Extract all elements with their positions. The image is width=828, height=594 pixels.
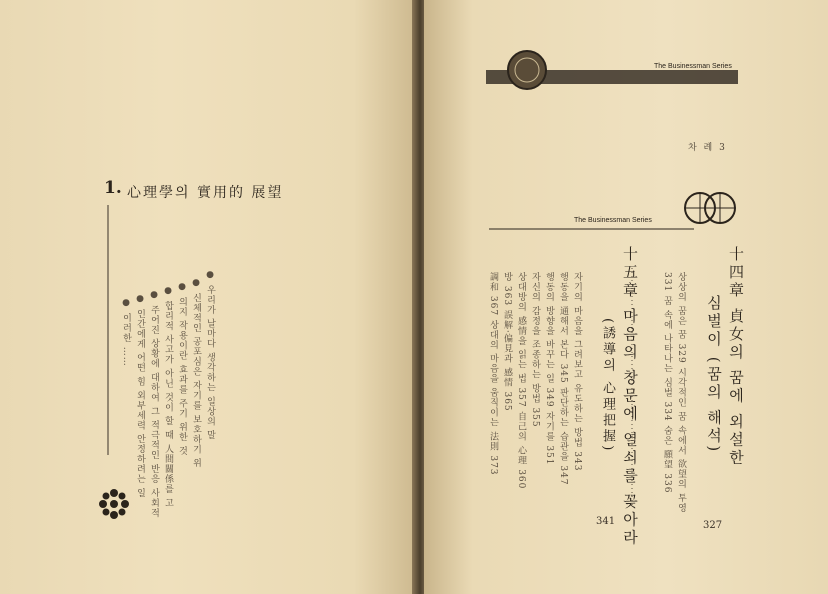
bullet-5: ● 주어진 상황에 대하여 그 적극적인 반응 사회적 xyxy=(149,290,159,519)
bullet-6: ● 인간에게 어떤 힘 외부세력 안정하려는 일 xyxy=(135,294,145,499)
page-header: 차 례 3 xyxy=(688,143,727,153)
bullet-3: ● 의지 작용이란 효과를 주기 위한 것 xyxy=(177,282,187,457)
chapter-15-detail-1: 자기의 마음을 그려보고 유도하는 방법 343 xyxy=(572,272,582,472)
series-label-top: The Businessman Series xyxy=(654,63,732,70)
chapter-15-detail-7: 調和 367 상대의 마음을 움직이는 法則 373 xyxy=(488,272,498,476)
chapter-14-page: 327 xyxy=(703,520,723,531)
chapter-number: 1. xyxy=(104,178,122,198)
chapter-title: 心理學의 實用的 展望 xyxy=(127,185,284,201)
chapter-15-title: 十五章 마음의 창문에 열쇠를 꽂아라 xyxy=(621,246,639,548)
chapter-15-page: 341 xyxy=(596,516,616,527)
bullet-1: ● 우리가 날마다 생각하는 일상의 말 xyxy=(205,270,215,441)
woven-medallion-icon xyxy=(508,51,546,89)
chapter-14-subtitle: 심벌이 (꿈의 해석) xyxy=(705,295,723,455)
chapter-15-subtitle: (誘導의 心理把握) xyxy=(600,318,615,454)
chapter-14-detail-2: 331 꿈 속에 나타나는 심벌 334 숨은 願望 336 xyxy=(662,272,672,494)
bullet-2: ● 신체적인 공포심은 자기를 보호하기 위 xyxy=(191,278,201,469)
series-label-mid: The Businessman Series xyxy=(574,217,652,224)
chapter-14-title: 十四章 貞女의 꿈에 외설한 xyxy=(727,246,745,468)
chapter-15-detail-6: 방 363 誤解·偏見과 感情 365 xyxy=(502,272,512,412)
chapter-15-detail-4: 자신의 감정을 조종하는 방법 355 xyxy=(530,272,540,428)
bullet-4: ● 합리적 사고가 아닌 것이 할 때 人間關係를 고 xyxy=(163,286,173,508)
chapter-14-detail-1: 상상의 꿈은 꿈 329 시각적인 꿈 속에서 欲望의 투영 xyxy=(676,272,686,514)
chapter-15-detail-2: 행동을 通해서 본다 345 판단하는 습관을 347 xyxy=(558,272,568,486)
flower-ornament-icon xyxy=(96,486,132,522)
chapter-15-detail-5: 상대방의 感情을 읽는 법 357 自己의 心理 360 xyxy=(516,272,526,490)
bullet-7: ● 이러한 …… xyxy=(121,298,131,367)
right-page xyxy=(424,0,828,594)
chapter-15-detail-3: 행동의 방향을 바꾸는 일 349 자기를 351 xyxy=(544,272,554,466)
